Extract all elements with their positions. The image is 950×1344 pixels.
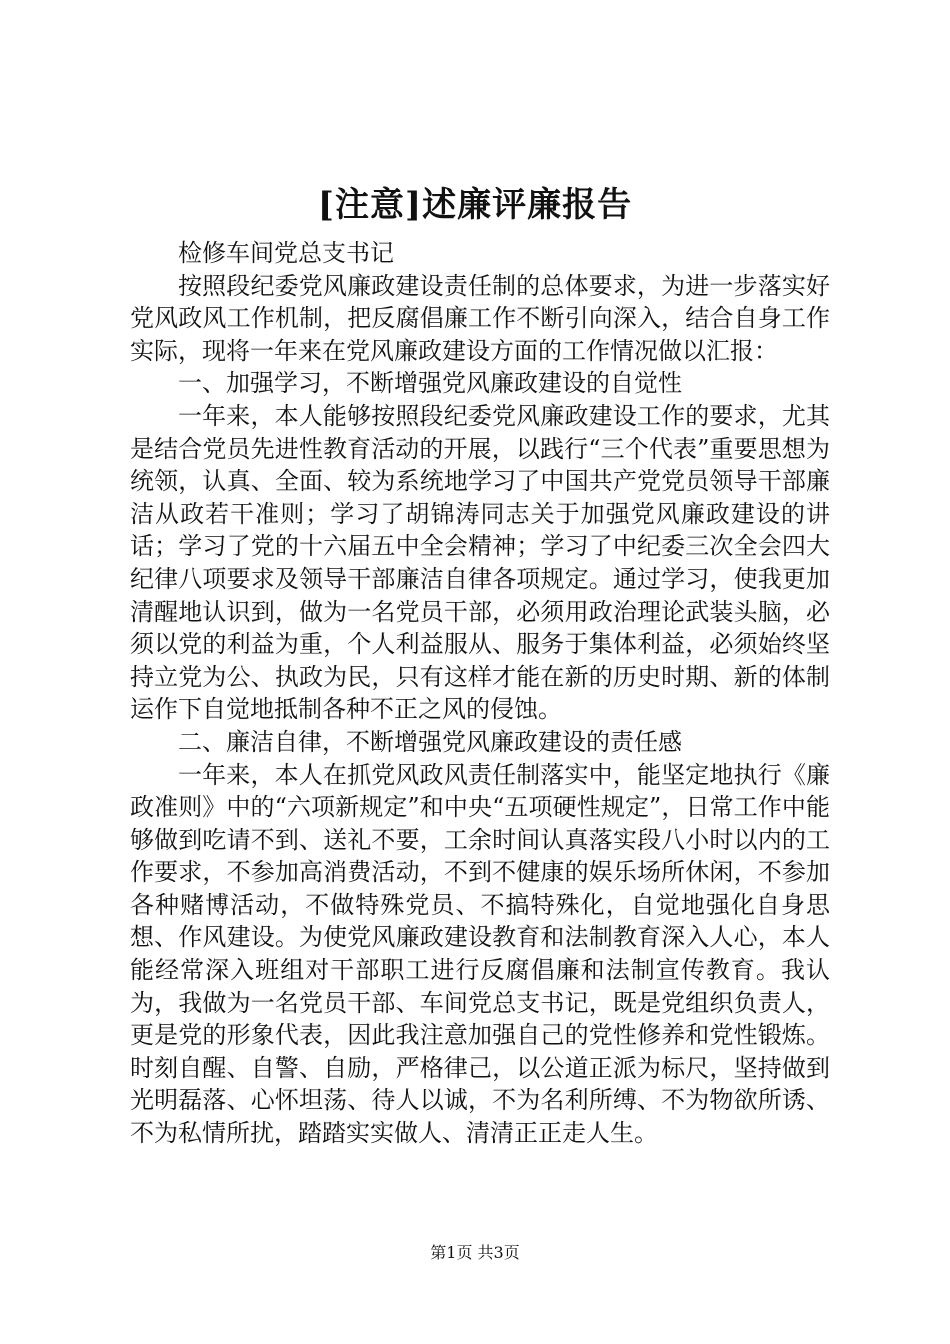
page-footer: 第1页 共3页 <box>430 1243 520 1262</box>
section-paragraph-1: 一年来，本人能够按照段纪委党风廉政建设工作的要求，尤其是结合党员先进性教育活动的开展，以践行“三个代表”重要思想为统领，认真、全面、较为系统地学习了中国共产党党员领导干部廉洁从政若干准则；学习了胡锦涛同志关于加强党风廉政建设的讲话；学习了党的十六届五中全会精神；学习了中纪委三次全会四大纪律八项要求及领导干部廉洁自律各项规定。通过学习，使我更加清醒地认识到，做为一名党员干部，必须用政治理论武装头脑，必须以党的利益为重，个人利益服从、服务于集体利益，必须始终坚持立党为公、执政为民，只有这样才能在新的历史时期、新的体制运作下自觉地抵制各种不正之风的侵蚀。 <box>130 401 830 724</box>
section-heading-2: 二、廉洁自律，不断增强党风廉政建设的责任感 <box>178 727 682 756</box>
intro-paragraph: 按照段纪委党风廉政建设责任制的总体要求，为进一步落实好党风政风工作机制，把反腐倡廉工作不断引向深入，结合自身工作实际，现将一年来在党风廉政建设方面的工作情况做以汇报： <box>130 271 830 365</box>
section-paragraph-2: 一年来，本人在抓党风政风责任制落实中，能坚定地执行《廉政准则》中的“六项新规定”和中央“五项硬性规定”，日常工作中能够做到吃请不到、送礼不要，工余时间认真落实段八小时以内的工作要求，不参加高消费活动，不到不健康的娱乐场所休闲，不参加各种赌博活动，不做特殊党员、不搞特殊化，自觉地强化自身思想、作风建设。为使党风廉政建设教育和法制教育深入人心，本人能经常深入班组对干部职工进行反腐倡廉和法制宣传教育。我认为，我做为一名党员干部、车间党总支书记，既是党组织负责人，更是党的形象代表，因此我注意加强自己的党性修养和党性锻炼。时刻自醒、自警、自励，严格律己，以公道正派为标尺，坚持做到光明磊落、心怀坦荡、待人以诚，不为名利所缚、不为物欲所诱、不为私情所扰，踏踏实实做人、清清正正走人生。 <box>130 760 830 1148</box>
section-heading-1: 一、加强学习，不断增强党风廉政建设的自觉性 <box>178 369 682 398</box>
author-line: 检修车间党总支书记 <box>178 239 394 267</box>
document-title: [注意]述廉评廉报告 <box>317 185 633 225</box>
document-body <box>130 237 830 1150</box>
